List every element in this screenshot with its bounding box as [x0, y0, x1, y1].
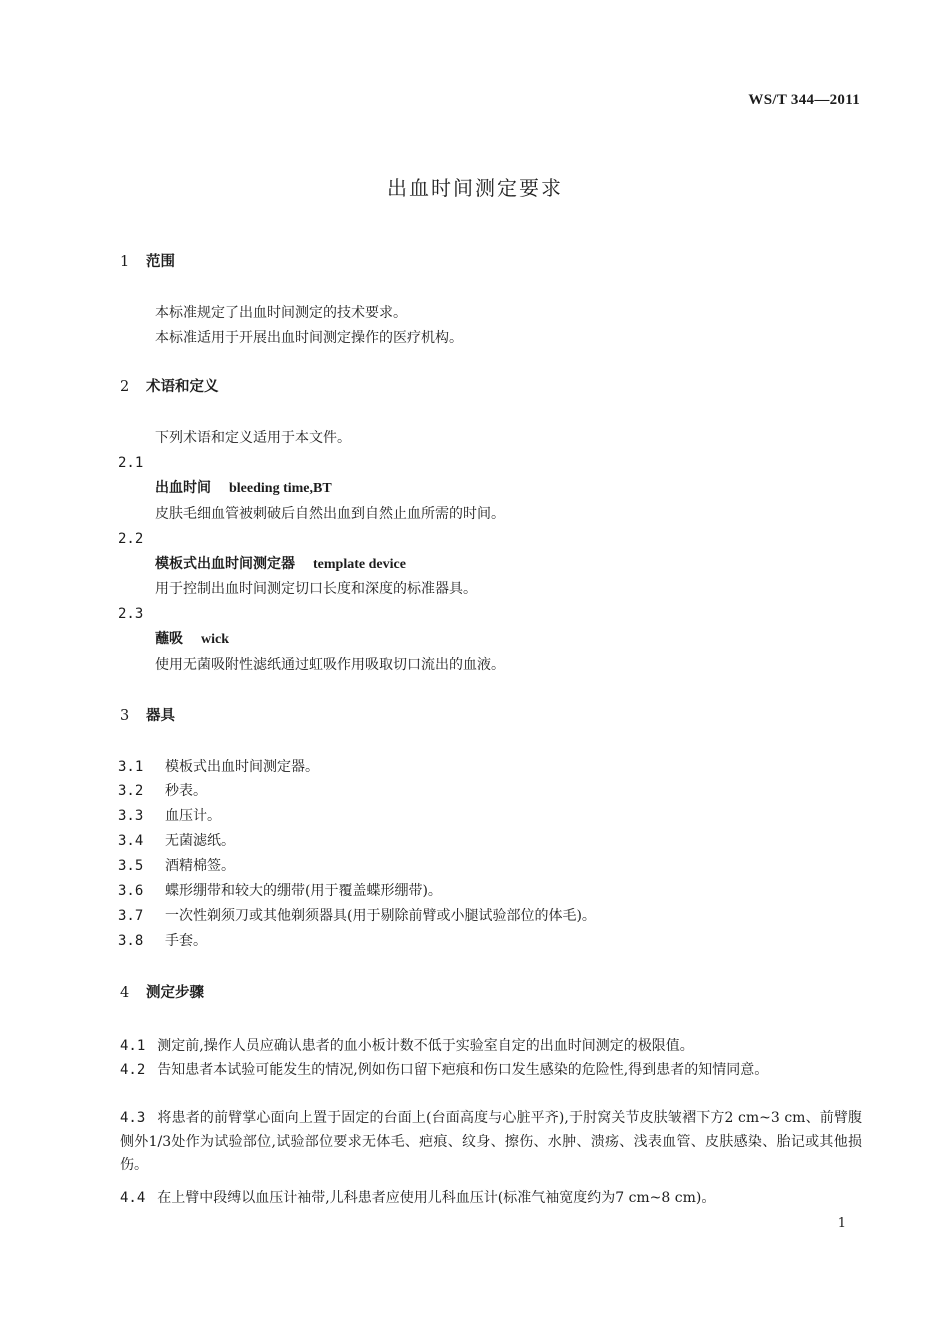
item-number: 3.8: [118, 933, 144, 949]
item-text: 秒表。: [165, 783, 207, 799]
section-3-heading: [120, 706, 175, 726]
item-text: 一次性剃须刀或其他剃须器具(用于剔除前臂或小腿试验部位的体毛)。: [165, 908, 596, 924]
item-number: 3.2: [118, 783, 144, 799]
section-intro: 下列术语和定义适用于本文件。: [155, 430, 351, 446]
term-zh: 蘸吸: [155, 631, 183, 647]
step-paragraph: [120, 1035, 862, 1059]
section-title: 器具: [146, 708, 175, 724]
term-number: 2.1: [118, 455, 144, 471]
item-text: 血压计。: [165, 808, 221, 824]
section-number: 2: [120, 379, 130, 395]
step-paragraph: [120, 1059, 862, 1083]
term-definition: 使用无菌吸附性滤纸通过虹吸作用吸取切口流出的血液。: [155, 657, 505, 673]
page-number: 1: [837, 1216, 846, 1231]
item-number: 3.7: [118, 908, 144, 924]
section-title: 测定步骤: [146, 985, 204, 1001]
step-text: 将患者的前臂掌心面向上置于固定的台面上(台面高度与心脏平齐),于肘窝关节皮肤皱褶下方2 cm~3 cm、前臂腹侧外1/3处作为试验部位,试验部位要求无体毛、疤痕、纹身、擦伤、水肿、溃疡、浅表血管、皮肤感染、胎记或其他损伤。: [120, 1110, 862, 1173]
item-number: 3.5: [118, 858, 144, 874]
step-number: 4.2: [120, 1062, 146, 1078]
step-number: 4.3: [120, 1110, 146, 1126]
section-number: 3: [120, 708, 130, 724]
standard-code: WS/T 344—2011: [748, 92, 860, 108]
term-en: wick: [201, 632, 229, 647]
step-number: 4.1: [120, 1038, 146, 1054]
term-en: bleeding time,BT: [229, 481, 332, 496]
step-text: 测定前,操作人员应确认患者的血小板计数不低于实验室自定的出血时间测定的极限值。: [157, 1038, 694, 1054]
term-number: 2.3: [118, 606, 144, 622]
term-definition: 用于控制出血时间测定切口长度和深度的标准器具。: [155, 581, 477, 597]
term-heading: [155, 554, 406, 575]
section-title: 范围: [146, 254, 175, 270]
item-text: 模板式出血时间测定器。: [165, 759, 319, 775]
section-4-heading: [120, 983, 204, 1003]
paragraph-line: 本标准适用于开展出血时间测定操作的医疗机构。: [155, 330, 463, 346]
document-title: 出血时间测定要求: [387, 176, 563, 200]
term-en: template device: [313, 557, 406, 572]
section-number: 1: [120, 254, 130, 270]
paragraph-line: 本标准规定了出血时间测定的技术要求。: [155, 305, 407, 321]
item-text: 无菌滤纸。: [165, 833, 235, 849]
step-text: 在上臂中段缚以血压计袖带,儿科患者应使用儿科血压计(标准气袖宽度约为7 cm~8 cm)。: [157, 1190, 716, 1206]
item-text: 酒精棉签。: [165, 858, 235, 874]
item-number: 3.6: [118, 883, 144, 899]
term-zh: 模板式出血时间测定器: [155, 556, 295, 572]
item-text: 手套。: [165, 933, 207, 949]
step-paragraph: [120, 1187, 862, 1211]
item-number: 3.3: [118, 808, 144, 824]
step-number: 4.4: [120, 1190, 146, 1206]
term-heading: [155, 478, 332, 499]
step-paragraph: [120, 1107, 862, 1178]
item-number: 3.4: [118, 833, 144, 849]
term-heading: [155, 629, 229, 650]
term-number: 2.2: [118, 531, 144, 547]
section-number: 4: [120, 985, 130, 1001]
item-number: 3.1: [118, 759, 144, 775]
term-definition: 皮肤毛细血管被刺破后自然出血到自然止血所需的时间。: [155, 506, 505, 522]
section-2-heading: [120, 377, 219, 397]
step-text: 告知患者本试验可能发生的情况,例如伤口留下疤痕和伤口发生感染的危险性,得到患者的知情同意。: [157, 1062, 769, 1078]
section-title: 术语和定义: [146, 379, 219, 395]
item-text: 蝶形绷带和较大的绷带(用于覆盖蝶形绷带)。: [165, 883, 442, 899]
section-1-heading: [120, 252, 175, 272]
term-zh: 出血时间: [155, 480, 211, 496]
